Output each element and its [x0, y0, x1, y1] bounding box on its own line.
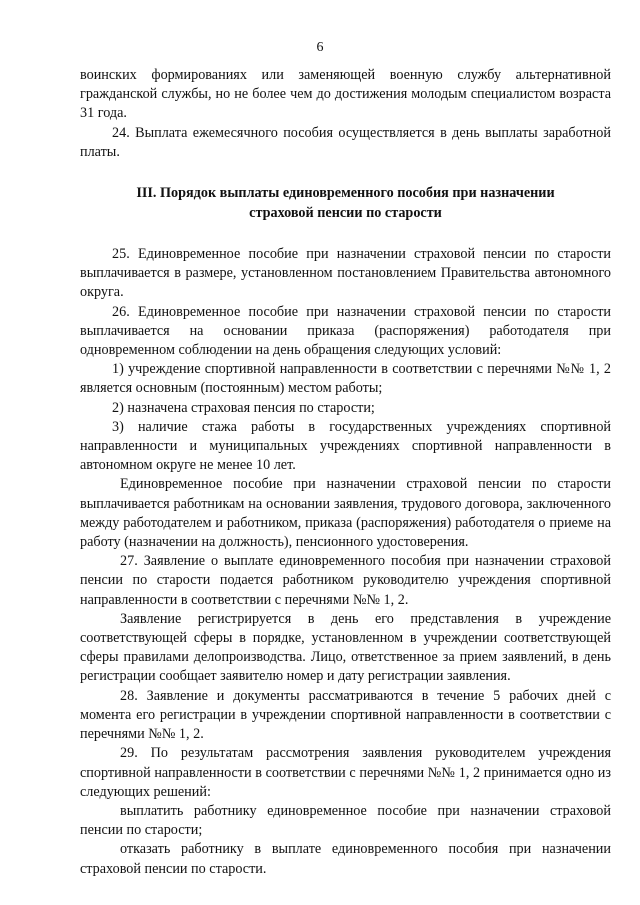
document-body — [80, 66, 611, 879]
paragraph-26-item-3: 3) наличие стажа работы в государственных учреждениях спортивной направленности и муниципальных учреждениях спортивной направленности в автономном округе не менее 10 лет. — [80, 418, 611, 474]
paragraph-26-body: Единовременное пособие при назначении страховой пенсии по старости выплачивается работникам на основании заявления, трудового договора, заключенного между работодателем и работником, приказа (распоряжения) работодателя о приеме на работу (назначении на должность), пенсионного удостоверения. — [80, 476, 611, 551]
paragraph-25: 25. Единовременное пособие при назначении страховой пенсии по старости выплачивается в размере, установленном постановлением Правительства автономного округа. — [80, 246, 611, 301]
paragraph-26-item-2: 2) назначена страховая пенсия по старости; — [112, 399, 375, 416]
paragraph-27-body: Заявление регистрируется в день его представления в учреждение соответствующей сферы в порядке, установленном в учреждении соответствующей сферы правилами делопроизводства. Лицо, ответственное за прием заявлений, в день регистрации сообщает заявителю номер и дату регистрации заявления. — [80, 610, 611, 685]
paragraph-26-item-1: 1) учреждение спортивной направленности в соответствии с перечнями №№ 1, 2 является основным (постоянным) местом работы; — [80, 361, 611, 397]
paragraph-28: 28. Заявление и документы рассматриваются в течение 5 рабочих дней с момента его регистрации в учреждении спортивной направленности в соответствии с перечнями №№ 1, 2. — [80, 687, 611, 743]
paragraph-27: 27. Заявление о выплате единовременного пособия при назначении страховой пенсии по старости подается работником руководителю учреждения спортивной направленности в соответствии с перечнями №№ 1, 2. — [80, 553, 611, 608]
paragraph-29: 29. По результатам рассмотрения заявления руководителем учреждения спортивной направленности в соответствии с перечнями №№ 1, 2 принимается одно из следующих решений: — [80, 745, 611, 800]
paragraph-29-option-2: отказать работнику в выплате единовременного пособия при назначении страховой пенсии по старости. — [80, 841, 611, 877]
paragraph-29-option-1: выплатить работнику единовременное пособие при назначении страховой пенсии по старости; — [80, 802, 611, 839]
section-heading: III. Порядок выплаты единовременного пособия при назначении страховой пенсии по старости — [136, 185, 555, 222]
page-number: 6 — [316, 40, 324, 55]
paragraph-26: 26. Единовременное пособие при назначении страховой пенсии по старости выплачивается на основании приказа (распоряжения) работодателя при одновременном соблюдении на день обращения следующих условий: — [80, 303, 611, 359]
paragraph-continuation: воинских формированиях или заменяющей военную службу альтернативной гражданской службы, но не более чем до достижения молодым специалистом возраста 31 года. — [80, 67, 611, 122]
paragraph-24: 24. Выплата ежемесячного пособия осуществляется в день выплаты заработной платы. — [80, 124, 611, 160]
